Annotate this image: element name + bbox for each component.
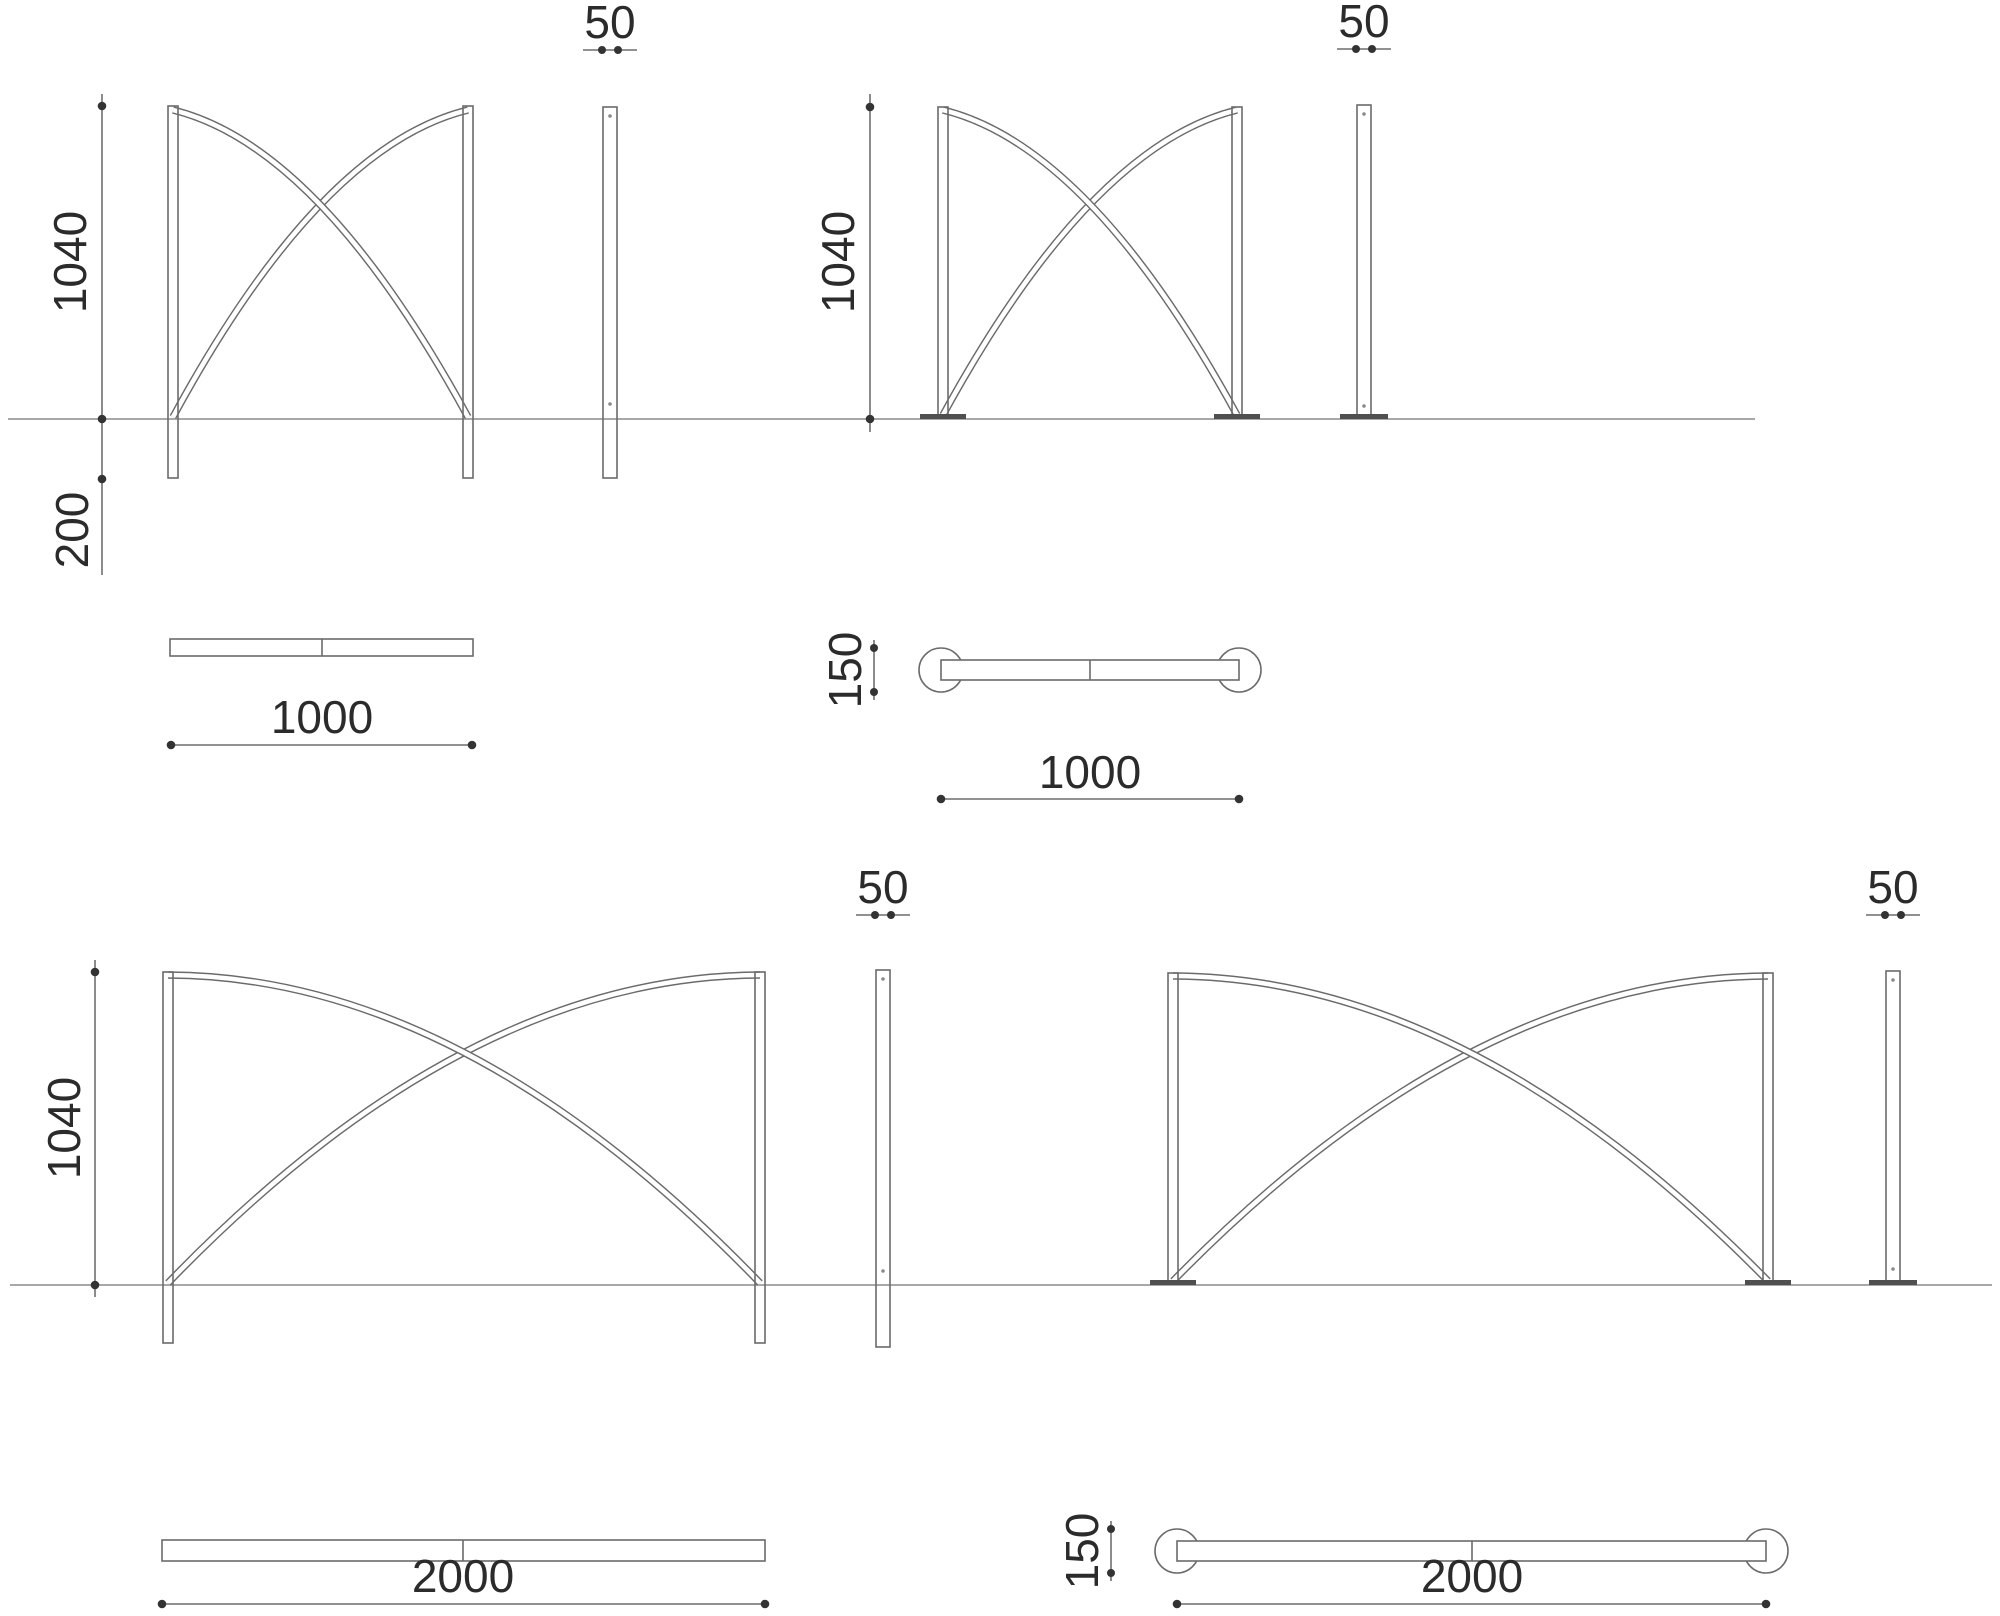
dim-label-width: 1000 (1038, 746, 1142, 798)
cross-tube-front-outline (168, 975, 760, 1283)
dim-height-inground-1000 (44, 94, 106, 575)
post-right (463, 106, 473, 478)
dim-dot (866, 415, 875, 424)
dim-dot (167, 741, 176, 750)
profile-inground-2000 (856, 861, 910, 1347)
base-plate (1869, 1280, 1917, 1285)
elevation-surface-1000 (920, 107, 1260, 419)
dim-label-width: 2000 (1420, 1550, 1524, 1602)
base-plate-right (1745, 1280, 1791, 1285)
bolt-dot (1891, 1267, 1895, 1271)
cross-tube-front-fill (173, 110, 468, 417)
plan-inground-2000 (158, 1540, 770, 1608)
dim-label-tube: 50 (857, 861, 909, 913)
cross-tube-front-outline (173, 110, 468, 417)
dim-dot (1762, 1600, 1771, 1609)
bolt-dot (1362, 404, 1366, 408)
base-plate-left (920, 414, 966, 419)
dim-label-embed: 200 (46, 491, 98, 569)
profile-surface-1000 (1337, 0, 1391, 419)
cross-tube-back-fill (173, 110, 468, 417)
base-plate-right (1214, 414, 1260, 419)
profile-post (1357, 105, 1371, 417)
dim-label-width: 2000 (411, 1550, 515, 1602)
dim-dot (761, 1600, 770, 1609)
dim-dot (1235, 795, 1244, 804)
elevation-inground-2000 (163, 972, 765, 1343)
plan-inground-1000 (167, 639, 477, 749)
bolt-dot (608, 402, 612, 406)
dim-dot (866, 103, 875, 112)
plan-surface-1000 (819, 632, 1261, 804)
cross-tube-back-fill (1173, 976, 1768, 1281)
dim-label-height: 1040 (812, 210, 864, 314)
dim-dot (98, 475, 107, 484)
post-left (168, 106, 178, 478)
dim-label-height: 1040 (38, 1076, 90, 1180)
dim-label-tube: 50 (584, 0, 636, 48)
dim-dot (158, 1600, 167, 1609)
cross-tube-front-fill (943, 110, 1237, 415)
cross-tube-back-fill (943, 110, 1237, 415)
plan-surface-2000 (1056, 1513, 1788, 1609)
bolt-dot (881, 977, 885, 981)
dim-label-width: 1000 (270, 691, 374, 743)
post-right (755, 972, 765, 1343)
cross-tube-back-outline (1173, 976, 1768, 1281)
cross-tube-front-outline (1173, 976, 1768, 1281)
dim-dot (870, 644, 878, 652)
cross-tube-back-outline (173, 110, 468, 417)
dim-dot (91, 968, 100, 977)
elevation-inground-1000 (168, 106, 473, 478)
profile-inground-1000 (583, 0, 637, 478)
cross-tube-back-outline (943, 110, 1237, 415)
base-plate (1340, 414, 1388, 419)
cross-tube-front-fill (168, 975, 760, 1283)
bolt-dot (881, 1269, 885, 1273)
dim-dot (98, 102, 107, 111)
dim-label-tube: 50 (1867, 861, 1919, 913)
dim-dot (468, 741, 477, 750)
dim-label-tube: 50 (1338, 0, 1390, 47)
dim-dot (870, 688, 878, 696)
post-left (163, 972, 173, 1343)
post-right (1232, 107, 1242, 417)
profile-post (1886, 971, 1900, 1283)
dim-dot (937, 795, 946, 804)
profile-surface-2000 (1866, 861, 1920, 1285)
bolt-dot (608, 114, 612, 118)
post-left (1168, 973, 1178, 1283)
cross-tube-back-outline (168, 975, 760, 1283)
dim-dot (1173, 1600, 1182, 1609)
bolt-dot (1362, 112, 1366, 116)
cross-tube-front-outline (943, 110, 1237, 415)
dim-height-inground-2000 (38, 960, 99, 1297)
dim-dot (98, 415, 107, 424)
base-plate-left (1150, 1280, 1196, 1285)
profile-post (876, 970, 890, 1347)
elevation-surface-2000 (1150, 973, 1791, 1285)
bolt-dot (1891, 978, 1895, 982)
post-right (1763, 973, 1773, 1283)
profile-post (603, 107, 617, 478)
dim-height-surface-1000 (812, 94, 874, 432)
dim-label-flange: 150 (819, 631, 871, 709)
dim-dot (1107, 1525, 1115, 1533)
dim-dot (1107, 1569, 1115, 1577)
cross-tube-back-fill (168, 975, 760, 1283)
dim-label-flange: 150 (1056, 1512, 1108, 1590)
post-left (938, 107, 948, 417)
cross-tube-front-fill (1173, 976, 1768, 1281)
dim-label-height: 1040 (44, 210, 96, 314)
dim-dot (91, 1281, 100, 1290)
